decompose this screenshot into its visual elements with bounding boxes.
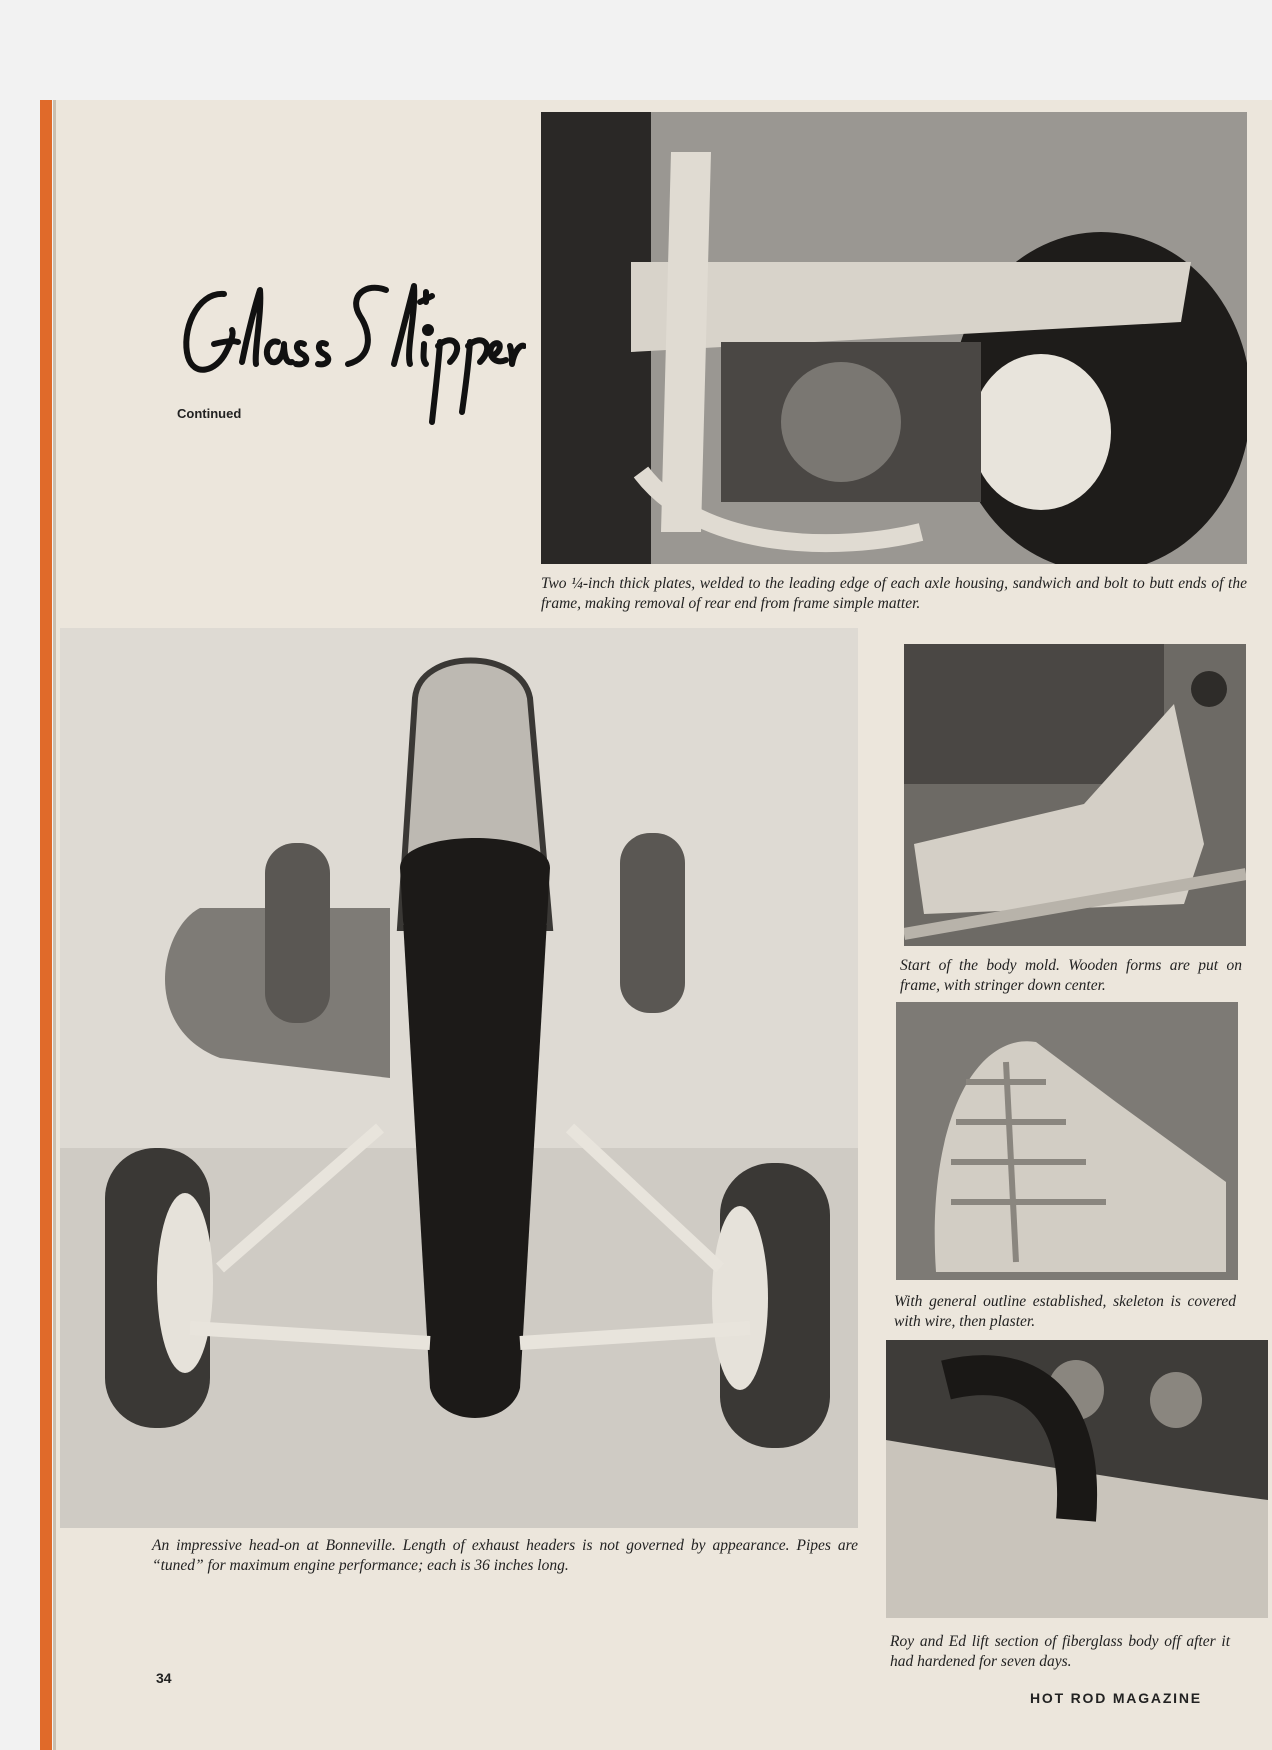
photo-body-mold — [904, 644, 1246, 946]
continued-label: Continued — [177, 406, 242, 421]
caption-head-on: An impressive head-on at Bonneville. Length of exhaust headers is not governed by appearance. Pipes are “tuned” for maximum engine performance; each is 36 inches long. — [152, 1537, 858, 1574]
photo-head-on — [60, 628, 858, 1528]
caption-body-mold: Start of the body mold. Wooden forms are put on frame, with stringer down center. — [900, 957, 1242, 994]
photo-skeleton — [896, 1002, 1238, 1280]
page-edge — [40, 100, 52, 1750]
page-number: 34 — [156, 1670, 172, 1686]
caption-rear-axle: Two ¼-inch thick plates, welded to the leading edge of each axle housing, sandwich and bolt to butt ends of the frame, making removal of rear end from frame simple matter. — [541, 575, 1247, 612]
caption-fiberglass: Roy and Ed lift section of fiberglass body off after it had hardened for seven days. — [890, 1633, 1230, 1670]
photo-fiberglass — [886, 1340, 1268, 1618]
caption-skeleton: With general outline established, skeleton is covered with wire, then plaster. — [894, 1293, 1236, 1330]
magazine-name: HOT ROD MAGAZINE — [1030, 1690, 1202, 1706]
photo-rear-axle — [541, 112, 1247, 564]
